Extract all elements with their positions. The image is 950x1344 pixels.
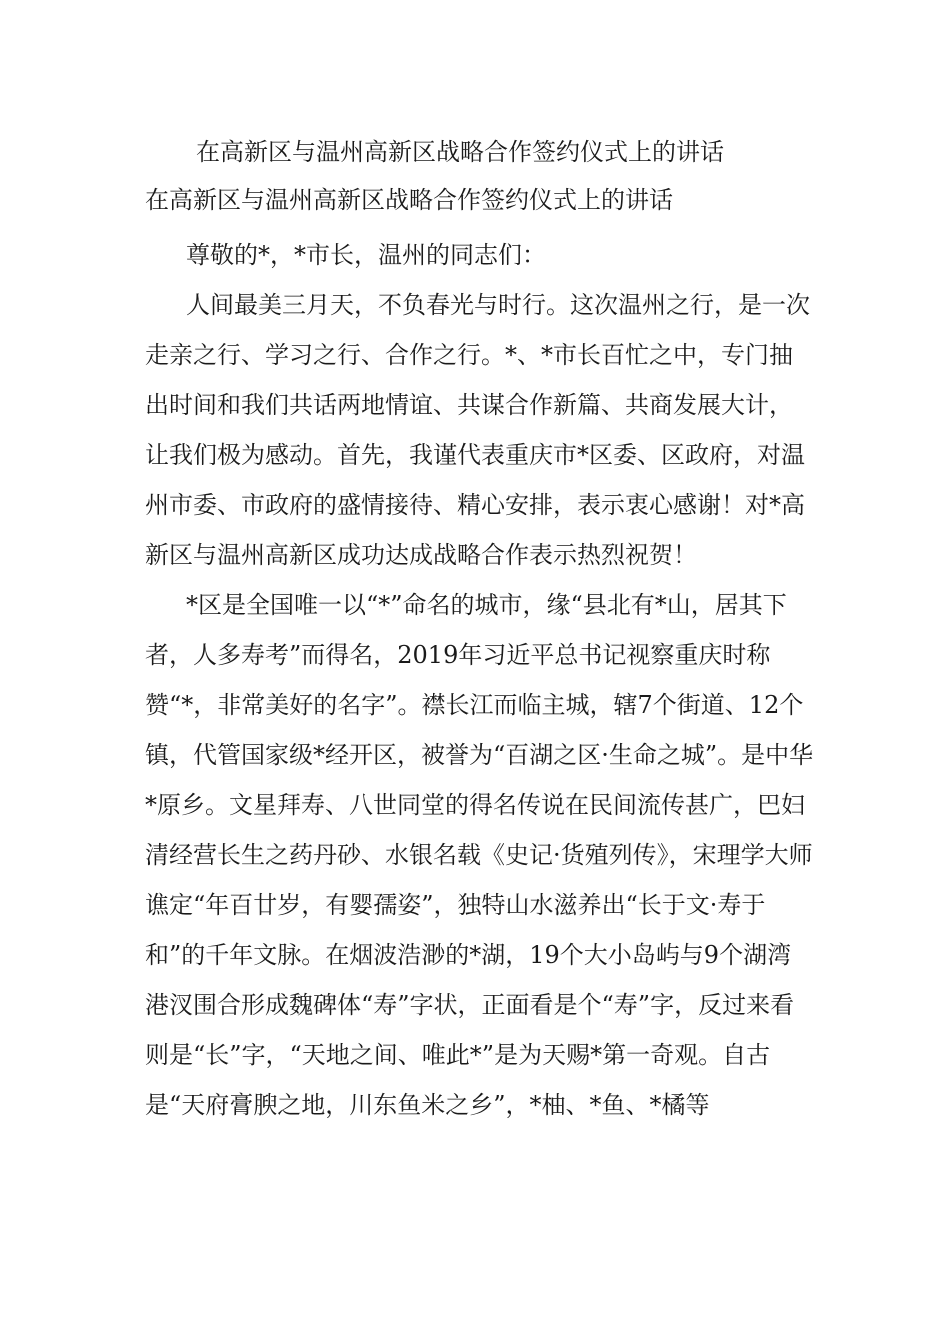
document-body — [145, 230, 815, 1130]
document-title: 在高新区与温州高新区战略合作签约仪式上的讲话 — [196, 138, 724, 166]
document-subtitle: 在高新区与温州高新区战略合作签约仪式上的讲话 — [145, 186, 673, 214]
paragraph-2: *区是全国唯一以“*”命名的城市，缘“县北有*山，居其下者，人多寿考”而得名，2019年习近平总书记视察重庆时称赞“*，非常美好的名字”。襟长江而临主城，辖7个街道、12个镇，代管国家级*经开区，被誉为“百湖之区·生命之城”。是中华*原乡。文星拜寿、八世同堂的得名传说在民间流传甚广，巴妇清经营长生之药丹砂、水银名载《史记·货殖列传》，宋理学大师谯定“年百廿岁，有婴孺姿”，独特山水滋养出“长于文·寿于和”的千年文脉。在烟波浩渺的*湖，19个大小岛屿与9个湖湾港汊围合形成魏碑体“寿”字状，正面看是个“寿”字，反过来看则是“长”字，“天地之间、唯此*”是为天赐*第一奇观。自古是“天府膏腴之地，川东鱼米之乡”，*柚、*鱼、*橘等 — [145, 591, 814, 1119]
salutation: 尊敬的*，*市长，温州的同志们： — [186, 241, 546, 269]
paragraph-1: 人间最美三月天，不负春光与时行。这次温州之行，是一次走亲之行、学习之行、合作之行。*、*市长百忙之中，专门抽出时间和我们共话两地情谊、共谋合作新篇、共商发展大计，让我们极为感动。首先，我谨代表重庆市*区委、区政府，对温州市委、市政府的盛情接待、精心安排，表示衷心感谢！对*高新区与温州高新区成功达成战略合作表示热烈祝贺！ — [145, 291, 810, 569]
